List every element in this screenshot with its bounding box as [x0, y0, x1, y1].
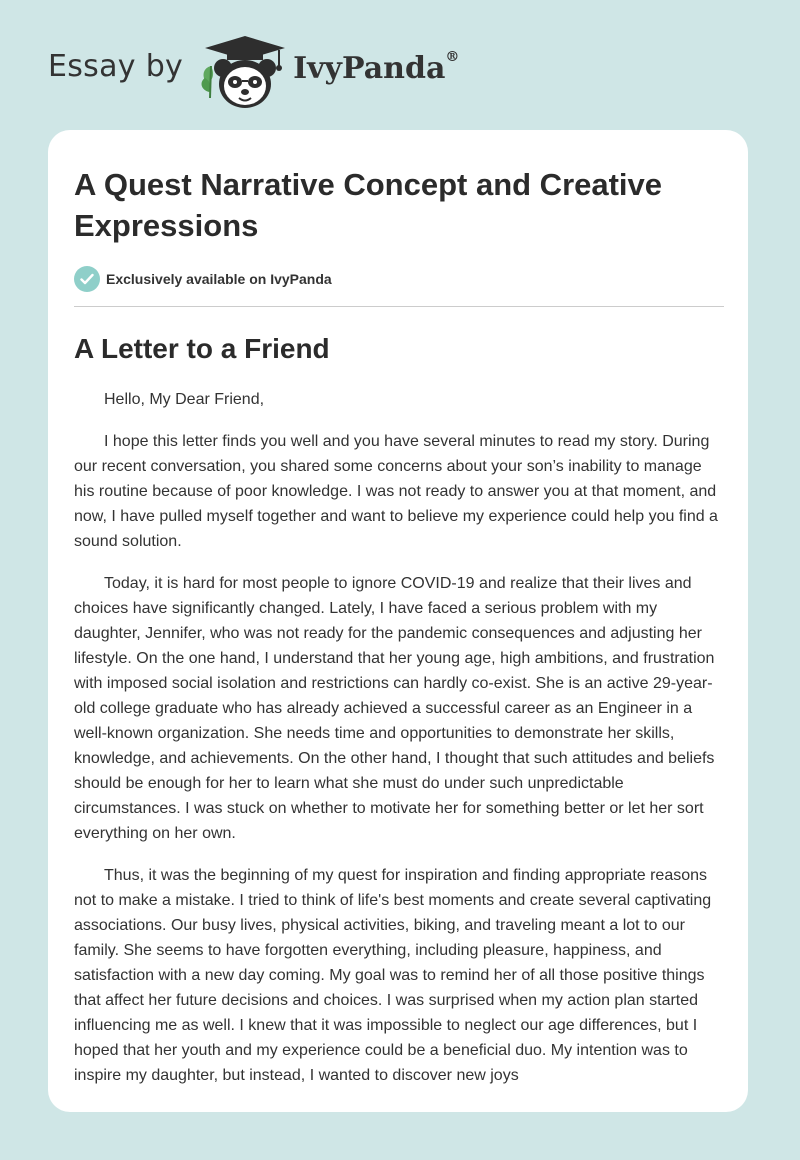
paragraph: Hello, My Dear Friend,: [104, 391, 265, 408]
registered-mark: ®: [445, 48, 460, 65]
paragraph: Thus, it was the beginning of my quest for inspiration and finding appropriate reasons not to make a mistake. I tried to think of life's best moments and create several captivating associations. Our busy lives, physical activities, biking, and traveling meant a lot to our family. She seems to have forgotten everything, including pleasure, happiness, and satisfaction with a new day coming. My goal was to remind her of all those positive things that affect her future decisions and choices. I was surprised when my action plan started influencing me as well. I knew that it was impossible to neglect our age differences, but I hoped that her youth and my experience could be a beneficial duo. My intention was to inspire my daughter, but instead, I wanted to discover new joys: [74, 867, 712, 1084]
check-circle-icon: [74, 266, 100, 292]
divider: [74, 306, 724, 307]
paragraph: I hope this letter finds you well and you have several minutes to read my story. During our recent conversation, you shared some concerns about your son’s inability to manage his routine because of poor knowledge. I was not ready to answer you at that moment, and now, I have pulled myself together and want to believe my experience could help you find a sound solution.: [74, 433, 718, 550]
essay-title: A Quest Narrative Concept and Creative Expressions: [74, 167, 663, 243]
site-header: [48, 32, 459, 112]
essay-body: [74, 387, 722, 1088]
section-heading: A Letter to a Friend: [74, 333, 330, 364]
exclusive-badge: [74, 266, 722, 292]
paragraph: Today, it is hard for most people to ignore COVID-19 and realize that their lives and choices have significantly changed. Lately, I have faced a serious problem with my daughter, Jennifer, who was not ready for the pandemic consequences and adjusting her lifestyle. On the one hand, I understand that her young age, high ambitions, and frustration with imposed social isolation and restrictions can hardly co-exist. She is an active 29-year-old college graduate who has already achieved a successful career as an Engineer in a well-known organization. She needs time and opportunities to demonstrate her skills, knowledge, and achievements. On the other hand, I thought that such attitudes and beliefs should be enough for her to learn what she must do under such unpredictable circumstances. I was stuck on whether to motivate her for something better or let her sort everything on her own.: [74, 575, 715, 842]
brand-text: IvyPanda: [293, 50, 446, 86]
essay-card: [48, 130, 748, 1112]
exclusive-label: Exclusively available on IvyPanda: [106, 271, 332, 287]
brand-name[interactable]: [293, 48, 460, 86]
essay-by-label: Essay by: [48, 48, 184, 84]
essay-content: [74, 164, 722, 1105]
panda-graduate-logo-icon[interactable]: [197, 32, 293, 112]
